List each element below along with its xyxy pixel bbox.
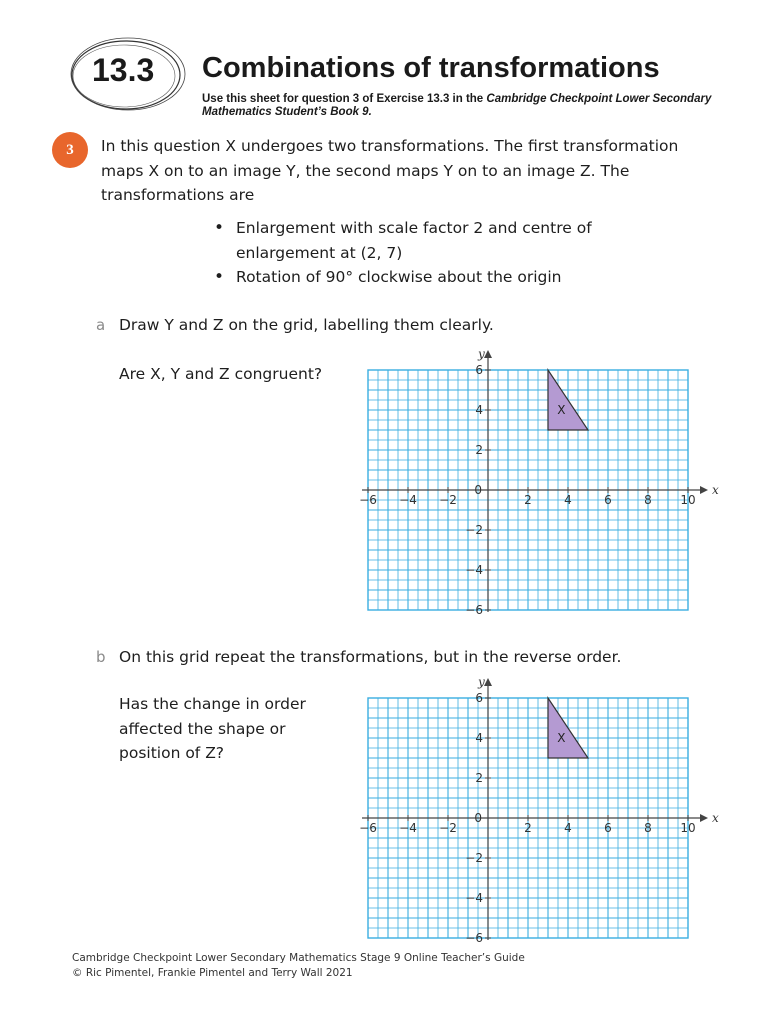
y-axis-arrow-icon — [484, 678, 492, 686]
shape-x-label: X — [557, 403, 566, 417]
subtitle — [202, 93, 722, 119]
y-tick-label: 6 — [475, 691, 483, 705]
coordinate-grid-b[interactable] — [340, 672, 720, 945]
part-b-letter: b — [96, 648, 106, 666]
y-tick-label: −4 — [465, 563, 483, 577]
page-title: Combinations of transformations — [202, 52, 660, 84]
x-tick-label: −6 — [359, 821, 377, 835]
y-tick-label: 4 — [475, 403, 483, 417]
part-a-instruction: Draw Y and Z on the grid, labelling them clearly. — [119, 316, 494, 334]
y-tick-label: 2 — [475, 771, 483, 785]
x-tick-label: −2 — [439, 493, 457, 507]
transformation-item-enlargement: • Enlargement with scale factor 2 and centre of enlargement at (2, 7) — [212, 216, 642, 265]
footer-line-1: Cambridge Checkpoint Lower Secondary Mathematics Stage 9 Online Teacher’s Guide — [72, 952, 525, 964]
subtitle-prefix: Use this sheet for question 3 of Exercise 13.3 in the — [202, 93, 487, 105]
shape-x-label: X — [557, 731, 566, 745]
y-tick-label: −2 — [465, 851, 483, 865]
x-tick-label: −2 — [439, 821, 457, 835]
x-tick-label: 4 — [564, 493, 572, 507]
y-tick-label: 2 — [475, 443, 483, 457]
y-tick-label: −6 — [465, 931, 483, 945]
y-tick-label: −4 — [465, 891, 483, 905]
subtitle-book: Cambridge Checkpoint Lower Secondary Mathematics Student’s Book 9. — [202, 93, 712, 118]
x-tick-label: 8 — [644, 493, 652, 507]
x-tick-label: 10 — [680, 493, 696, 507]
x-axis-name: x — [712, 811, 719, 825]
origin-label: 0 — [474, 483, 482, 497]
y-axis-arrow-icon — [484, 350, 492, 358]
x-tick-label: −4 — [399, 821, 417, 835]
part-a-question: Are X, Y and Z congruent? — [119, 365, 323, 383]
transformation-list — [212, 216, 642, 290]
x-tick-label: 6 — [604, 821, 612, 835]
question-intro: In this question X undergoes two transformations. The first transformation maps X on to an image Y, the second maps Y on to an image Z. The transformations are — [101, 137, 679, 204]
y-tick-label: 6 — [475, 363, 483, 377]
x-tick-label: 8 — [644, 821, 652, 835]
x-tick-label: −4 — [399, 493, 417, 507]
coordinate-grid-a[interactable] — [340, 344, 720, 617]
x-axis-arrow-icon — [700, 814, 708, 822]
origin-label: 0 — [474, 811, 482, 825]
x-tick-label: −6 — [359, 493, 377, 507]
y-axis-name: y — [478, 347, 485, 361]
x-tick-label: 4 — [564, 821, 572, 835]
footer — [72, 951, 525, 981]
y-tick-label: 4 — [475, 731, 483, 745]
x-tick-label: 2 — [524, 821, 532, 835]
y-tick-label: −6 — [465, 603, 483, 617]
y-axis-name: y — [478, 675, 485, 689]
y-tick-label: −2 — [465, 523, 483, 537]
question-number-badge: 3 — [52, 132, 88, 168]
x-axis-arrow-icon — [700, 486, 708, 494]
part-b-instruction: On this grid repeat the transformations, but in the reverse order. — [119, 648, 622, 666]
part-b-question: Has the change in order affected the shape or position of Z? — [119, 695, 306, 762]
footer-line-2: © Ric Pimentel, Frankie Pimentel and Terry Wall 2021 — [72, 967, 353, 979]
x-axis-name: x — [712, 483, 719, 497]
x-tick-label: 6 — [604, 493, 612, 507]
x-tick-label: 10 — [680, 821, 696, 835]
x-tick-label: 2 — [524, 493, 532, 507]
part-a-letter: a — [96, 316, 106, 334]
section-number: 13.3 — [92, 52, 155, 88]
transformation-item-rotation: • Rotation of 90° clockwise about the origin — [212, 265, 642, 290]
